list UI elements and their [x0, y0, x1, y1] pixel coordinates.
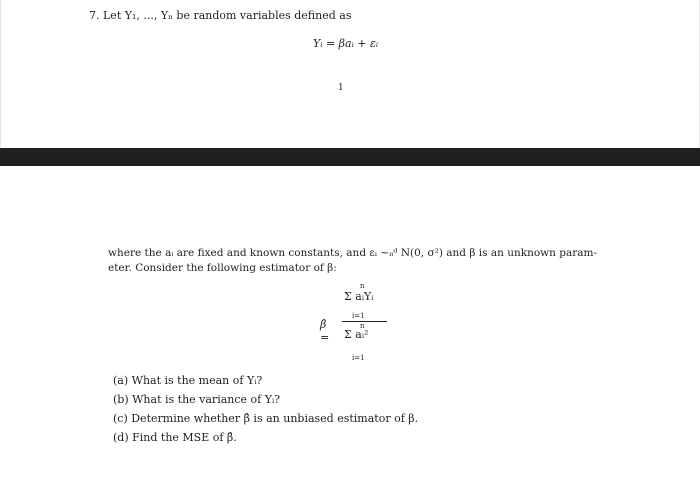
- estimator-denominator: Σ aᵢ²: [344, 328, 369, 341]
- page-divider: [0, 148, 700, 166]
- numerator-upper-limit: n: [360, 282, 365, 290]
- page-top: [0, 0, 700, 148]
- question-list: [113, 371, 418, 447]
- question-b: (b) What is the variance of Yᵢ?: [113, 393, 281, 406]
- model-equation: Yᵢ = βaᵢ + εᵢ: [313, 37, 379, 50]
- problem-intro: Let Y₁, ..., Yₙ be random variables defined as: [103, 9, 352, 22]
- page-number: 1: [338, 83, 344, 93]
- denominator-upper-limit: n: [360, 322, 365, 330]
- denominator-lower-limit: i=1: [352, 354, 365, 362]
- numerator-lower-limit: i=1: [352, 312, 365, 320]
- page-bottom: [0, 166, 700, 497]
- estimator-lhs: β̂ =: [320, 318, 330, 344]
- continuation-paragraph: where the aᵢ are fixed and known constants, and εᵢ ~ᵢᵢᵈ N(0, σ²) and β is an unknown param- eter. Consider the following estimator of β:: [108, 247, 598, 274]
- problem-statement: [89, 9, 351, 22]
- problem-number: 7.: [89, 9, 100, 22]
- question-d: (d) Find the MSE of β̂.: [113, 431, 237, 444]
- question-a: (a) What is the mean of Yᵢ?: [113, 374, 263, 387]
- question-c: (c) Determine whether β̂ is an unbiased estimator of β.: [113, 412, 419, 425]
- estimator-numerator: Σ aᵢYᵢ: [344, 290, 374, 303]
